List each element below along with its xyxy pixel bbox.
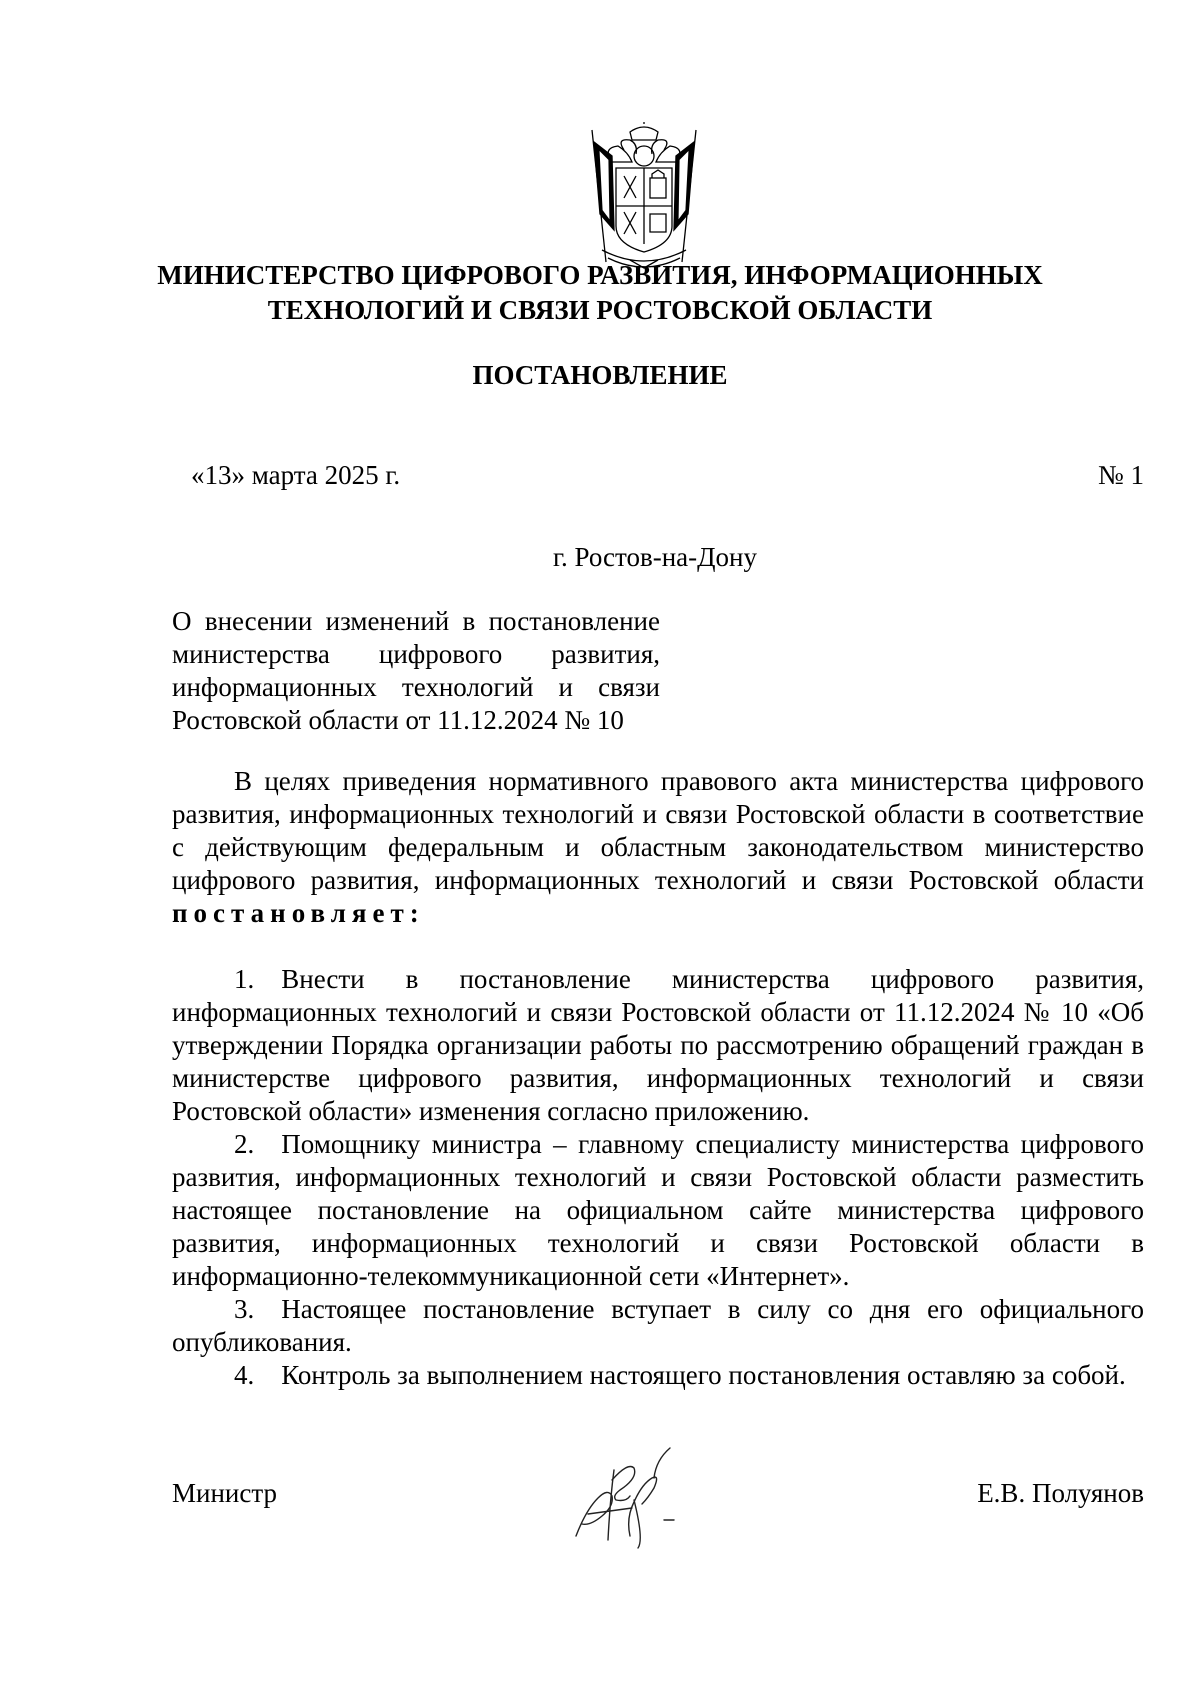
document-subject: О внесении изменений в постановление министерства цифрового развития, информационных технологий и связи Ростовской области от 11.12.2024 № 10: [172, 606, 660, 735]
ministry-name: [100, 258, 1100, 328]
signatory-title: Министр: [172, 1478, 277, 1508]
document-body: [172, 765, 1144, 1392]
decree-word: постановляет:: [172, 898, 425, 928]
preamble-paragraph: [172, 765, 1144, 930]
document-city: г. Ростов-на-Дону: [552, 542, 757, 572]
document-date: «13» марта 2025 г.: [191, 460, 401, 490]
document-number: № 1: [1097, 460, 1144, 490]
signatory-name: Е.В. Полуянов: [977, 1478, 1144, 1508]
document-type-heading: ПОСТАНОВЛЕНИЕ: [472, 360, 728, 390]
list-item-3: 3. Настоящее постановление вступает в силу со дня его официального опубликования.: [172, 1294, 1144, 1357]
list-item-2: 2. Помощнику министра – главному специалисту министерства цифрового развития, информационных технологий и связи Ростовской области разместить настоящее постановление на официальном сайте министерства цифрового развития, информационных технологий и связи Ростовской области в информационно-телекоммуникационной сети «Интернет».: [172, 1129, 1144, 1291]
list-item-1: 1. Внести в постановление министерства цифрового развития, информационных технологий и связи Ростовской области от 11.12.2024 № 10 «Об утверждении Порядка организации работы по рассмотрению обращений граждан в министерстве цифрового развития, информационных технологий и связи Ростовской области» изменения согласно приложению.: [172, 964, 1144, 1126]
preamble-text: В целях приведения нормативного правового акта министерства цифрового развития, информационных технологий и связи Ростовской области в соответствие с действующим федеральным и областным законодательством министерство цифрового развития, информационных технологий и связи Ростовской области: [172, 766, 1144, 895]
paragraph-gap: [172, 930, 1144, 963]
ministry-name-line2: ТЕХНОЛОГИЙ И СВЯЗИ РОСТОВСКОЙ ОБЛАСТИ: [267, 295, 933, 325]
rostov-region-coat-of-arms-icon: [572, 122, 716, 272]
handwritten-signature-icon: [568, 1440, 698, 1550]
list-item-4: 4. Контроль за выполнением настоящего постановления оставляю за собой.: [234, 1360, 1126, 1390]
ministry-name-line1: МИНИСТЕРСТВО ЦИФРОВОГО РАЗВИТИЯ, ИНФОРМАЦИОННЫХ: [157, 260, 1043, 290]
